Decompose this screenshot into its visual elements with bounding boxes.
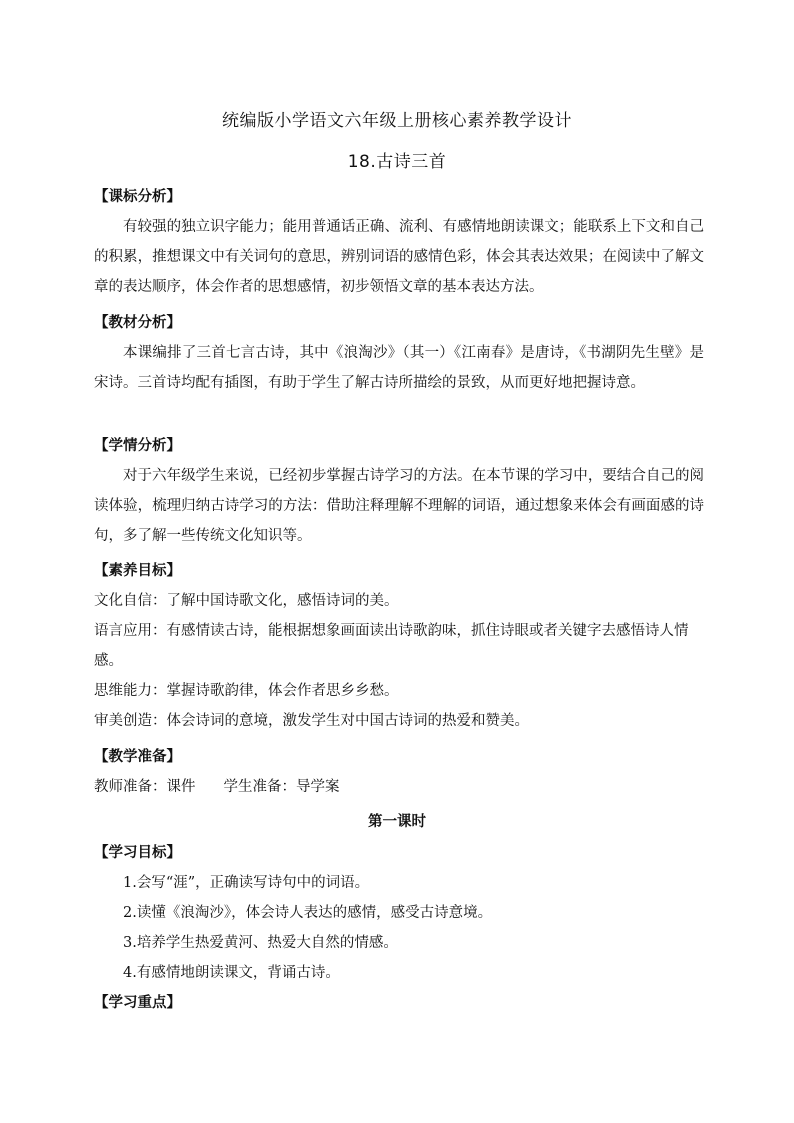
objective-item: 4.有感情地朗读课文，背诵古诗。 (123, 965, 340, 981)
period-title: 第一课时 (368, 814, 426, 830)
objective-item: 2.读懂《浪淘沙》，体会诗人表达的感情，感受古诗意境。 (123, 905, 493, 921)
students-text: 对于六年级学生来说，已经初步掌握古诗学习的方法。在本节课的学习中，要结合自己的阅读体验，梳理归纳古诗学习的方法：借助注释理解不理解的词语，通过想象来体会有画面感的诗句，多了解一些传统文化知识等。 (94, 468, 704, 544)
goals-heading: 【素养目标】 (94, 563, 181, 579)
goal-item: 语言应用：有感情读古诗，能根据想象画面读出诗歌韵味，抓住诗眼或者关键字去感悟诗人情感。 (94, 623, 689, 669)
objective-item: 1.会写“涯”，正确读写诗句中的词语。 (123, 875, 370, 891)
curriculum-text: 有较强的独立识字能力；能用普通话正确、流利、有感情地朗读课文；能联系上下文和自己的积累，推想课文中有关词句的意思，辨别词语的感情色彩，体会其表达效果；在阅读中了解文章的表达顺序，体会作者的思想感情，初步领悟文章的基本表达方法。 (94, 219, 704, 295)
prep-line (94, 772, 704, 802)
prep-heading: 【教学准备】 (94, 749, 181, 765)
prep-section (94, 742, 704, 802)
focus-heading: 【学习重点】 (94, 995, 181, 1011)
student-prep: 学生准备：导学案 (223, 779, 340, 795)
teacher-prep: 教师准备：课件 (94, 779, 196, 795)
curriculum-section (94, 182, 704, 302)
goal-item: 文化自信：了解中国诗歌文化，感悟诗词的美。 (94, 593, 399, 609)
textbook-section (94, 308, 704, 398)
lesson-title: 18.古诗三首 (347, 152, 447, 172)
objectives-section (94, 838, 704, 1018)
goal-item: 思维能力：掌握诗歌韵律，体会作者思乡乡愁。 (94, 683, 399, 699)
curriculum-heading: 【课标分析】 (94, 189, 181, 205)
textbook-heading: 【教材分析】 (94, 315, 181, 331)
students-heading: 【学情分析】 (94, 438, 181, 454)
goal-item: 审美创造：体会诗词的意境，激发学生对中国古诗词的热爱和赞美。 (94, 713, 529, 729)
textbook-text: 本课编排了三首七言古诗，其中《浪淘沙》（其一）《江南春》是唐诗，《书湖阴先生壁》是宋诗。三首诗均配有插图，有助于学生了解古诗所描绘的景致，从而更好地把握诗意。 (94, 345, 704, 391)
objective-item: 3.培养学生热爱黄河、热爱大自然的情感。 (123, 935, 398, 951)
goals-section (94, 556, 704, 736)
objectives-heading: 【学习目标】 (94, 845, 181, 861)
document-title: 统编版小学语文六年级上册核心素养教学设计 (222, 111, 572, 131)
students-section (94, 431, 704, 551)
